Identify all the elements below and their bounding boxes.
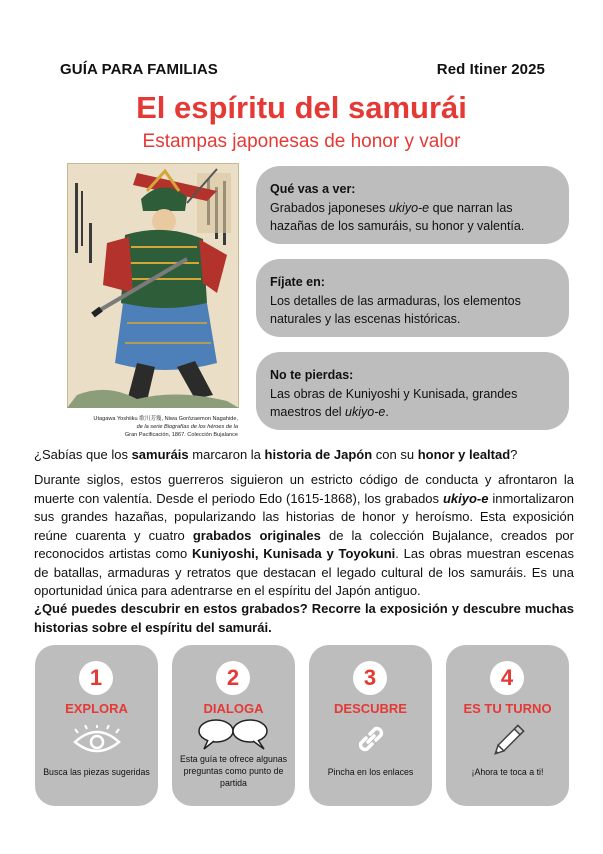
info-box-dont-miss: [256, 352, 569, 430]
card-description: Esta guía te ofrece algunas preguntas como punto de partida: [179, 754, 288, 788]
card-description: Pincha en los enlaces: [327, 767, 414, 777]
q-part: ?: [510, 447, 518, 462]
artwork-caption: [60, 415, 238, 439]
card-title: ES TU TURNO: [463, 701, 552, 716]
caption-line-2: de la serie Biografías de los héroes de la: [136, 424, 238, 430]
info-label: Qué vas a ver:: [270, 182, 356, 196]
step-number: 4: [490, 661, 524, 695]
page-subtitle: Estampas japonesas de honor y valor: [142, 131, 461, 152]
card-es-tu-turno[interactable]: [446, 645, 569, 806]
q-part: con su: [372, 447, 418, 462]
intro-question: [34, 447, 574, 462]
info-box-look-at: [256, 259, 569, 337]
card-descubre[interactable]: [309, 645, 432, 806]
info-text-pre: Las obras de Kuniyoshi y Kunisada, grandes maestros del: [270, 387, 518, 419]
para-text: . Las obras muestran escenas de batallas, armaduras y retratos que destacan el legado cultural de los samuráis. Es una oportunidad única para adentrarse en el espíritu del Japón antiguo.: [34, 546, 574, 598]
para-text: inmortalizaron sus grandes hazañas, popularizando las historias de honor y heroísmo. Esta exposición reúne cuarenta y cuatro: [34, 490, 574, 543]
q-bold: historia de Japón: [264, 447, 373, 462]
guide-label: GUÍA PARA FAMILIAS: [60, 61, 218, 78]
eye-icon: [35, 725, 158, 760]
para-bold-italic: ukiyo-e: [442, 490, 489, 506]
card-title: DIALOGA: [203, 701, 264, 716]
step-number: 2: [216, 661, 250, 695]
page-title: El espíritu del samurái: [136, 90, 467, 125]
card-title: EXPLORA: [65, 701, 128, 716]
discover-prompt: ¿Qué puedes descubrir en estos grabados? Recorre la exposición y descubre muchas historias sobre el espíritu del samurái.: [34, 601, 574, 635]
info-label: No te pierdas:: [270, 368, 354, 382]
q-part: ¿Sabías que los: [34, 447, 132, 462]
q-bold: honor y lealtad: [417, 447, 511, 462]
info-text-post: .: [385, 405, 389, 419]
q-part: marcaron la: [188, 447, 265, 462]
card-dialoga[interactable]: [172, 645, 295, 806]
card-description: Busca las piezas sugeridas: [43, 767, 150, 777]
step-number: 3: [353, 661, 387, 695]
info-text-post: que narran las hazañas de los samuráis, su honor y valentía.: [270, 201, 525, 233]
para-bold: Kuniyoshi, Kunisada y Toyokuni: [192, 546, 396, 561]
card-title: DESCUBRE: [334, 701, 407, 716]
speech-bubbles-icon: [172, 717, 295, 756]
info-text-em: ukiyo-e: [388, 201, 430, 215]
para-bold: grabados originales: [192, 527, 321, 543]
samurai-print-illustration: [67, 163, 239, 408]
caption-line-1: Utagawa Yoshiiku 歌川芳幾, Niwa Gorōzaemon Nagahide,: [93, 416, 238, 422]
info-text-pre: Grabados japoneses: [270, 201, 389, 215]
info-text-pre: Los detalles de las armaduras, los elementos naturales y las escenas históricas.: [270, 294, 521, 326]
network-year-label: Red Itiner 2025: [436, 61, 545, 78]
para-text: de la colección Bujalance, creados por reconocidos artistas como: [34, 527, 574, 561]
link-icon: [309, 723, 432, 760]
card-description: ¡Ahora te toca a ti!: [471, 767, 544, 777]
samurai-print-image: [67, 163, 239, 408]
pencil-icon: [446, 721, 569, 766]
intro-paragraph: [34, 471, 574, 601]
info-box-what-to-see: [256, 166, 569, 244]
info-label: Fíjate en:: [270, 275, 325, 289]
card-explora[interactable]: [35, 645, 158, 806]
para-text: Durante siglos, estos guerreros siguieron un estricto código de conducta y afrontaron la muerte con valentía. Desde el periodo Edo (1615-1868), los grabados: [34, 472, 574, 506]
q-bold: samuráis: [131, 447, 189, 462]
caption-line-3: Gran Pacificación, 1867. Colección Bujalance: [124, 432, 238, 438]
info-text-em: ukiyo-e: [345, 405, 386, 419]
step-number: 1: [79, 661, 113, 695]
